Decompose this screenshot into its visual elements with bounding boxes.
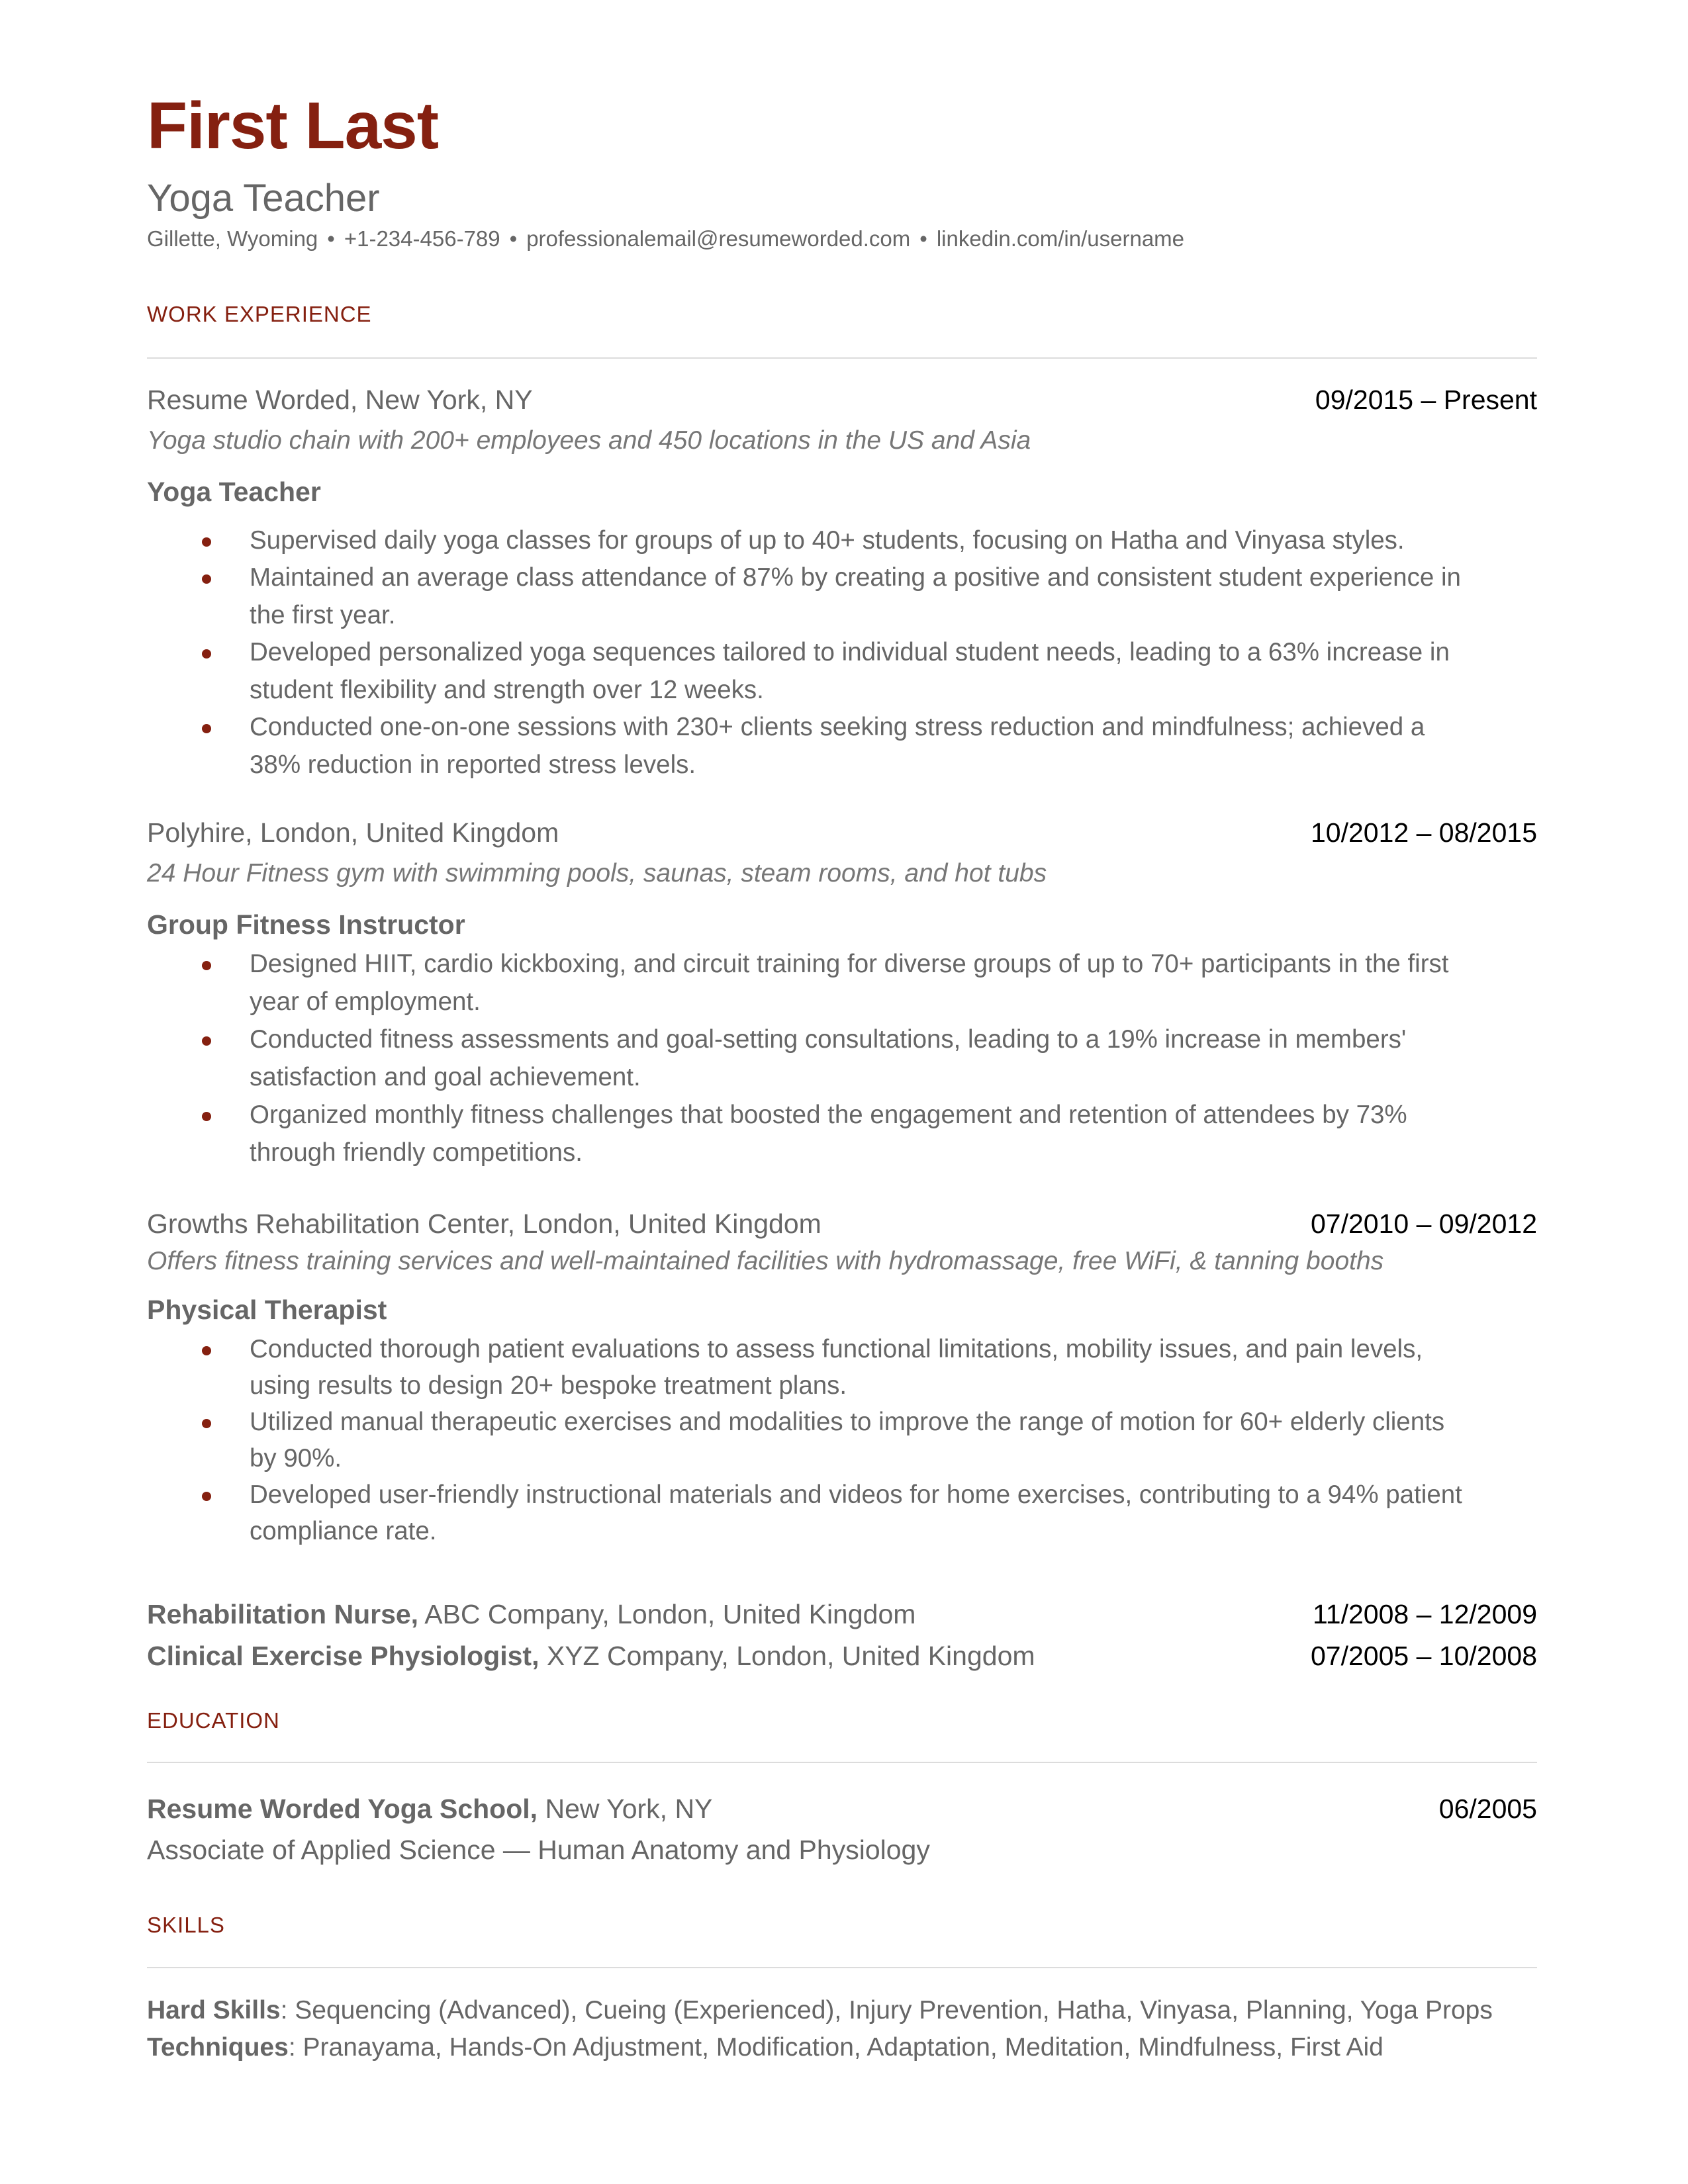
- section-divider: [147, 1967, 1537, 1968]
- job-title: Physical Therapist: [147, 1295, 387, 1325]
- bullet-icon: [202, 537, 211, 547]
- skills-label: Techniques: [147, 2033, 289, 2062]
- bullet-icon: [202, 1036, 211, 1046]
- bullet-icon: [202, 1112, 211, 1121]
- contact-email[interactable]: professionalemail@resumeworded.com: [526, 226, 911, 251]
- bullet-text: Conducted fitness assessments and goal-setting consultations, leading to a 19% increase in members': [250, 1025, 1407, 1054]
- bullet-icon: [202, 961, 211, 970]
- contact-linkedin[interactable]: linkedin.com/in/username: [936, 226, 1185, 251]
- bullet-icon: [202, 649, 211, 659]
- bullet-text: by 90%.: [250, 1444, 342, 1473]
- job-company: Polyhire, London, United Kingdom: [147, 817, 559, 848]
- skills-row-techniques: [147, 2029, 1383, 2066]
- job-dates: 10/2012 – 08/2015: [1311, 817, 1537, 848]
- education-date: 06/2005: [1438, 1794, 1537, 1824]
- contact-line: [147, 226, 1184, 252]
- bullet-text: through friendly competitions.: [250, 1138, 583, 1167]
- job-title: Yoga Teacher: [147, 477, 321, 507]
- role-entry: [147, 1596, 915, 1633]
- bullet-text: Developed user-friendly instructional materials and videos for home exercises, contributing to a 94% patient: [250, 1480, 1462, 1509]
- bullet-icon: [202, 1492, 211, 1501]
- bullet-text: Conducted thorough patient evaluations to assess functional limitations, mobility issues, and pain levels,: [250, 1335, 1423, 1363]
- bullet-icon: [202, 1346, 211, 1355]
- job-dates: 09/2015 – Present: [1315, 385, 1537, 415]
- separator-dot: •: [509, 226, 518, 251]
- bullet-text: Developed personalized yoga sequences tailored to individual student needs, leading to a 63% increase in: [250, 638, 1450, 666]
- contact-location: Gillette, Wyoming: [147, 226, 318, 251]
- bullet-text: using results to design 20+ bespoke treatment plans.: [250, 1371, 847, 1400]
- job-description: Offers fitness training services and well-maintained facilities with hydromassage, free WiFi, & tanning booths: [147, 1247, 1384, 1275]
- role-title: Rehabilitation Nurse,: [147, 1599, 419, 1629]
- role-title: Clinical Exercise Physiologist,: [147, 1641, 539, 1671]
- bullet-icon: [202, 724, 211, 733]
- role-company: XYZ Company, London, United Kingdom: [539, 1641, 1035, 1671]
- bullet-text: Designed HIIT, cardio kickboxing, and circuit training for diverse groups of up to 70+ participants in the first: [250, 950, 1449, 978]
- school-location: New York, NY: [538, 1794, 713, 1824]
- job-description: Yoga studio chain with 200+ employees and 450 locations in the US and Asia: [147, 426, 1031, 455]
- bullet-text: Organized monthly fitness challenges that boosted the engagement and retention of attendees by 73%: [250, 1101, 1407, 1129]
- skills-items: : Pranayama, Hands-On Adjustment, Modification, Adaptation, Meditation, Mindfulness, First Aid: [288, 2033, 1383, 2062]
- bullet-text: compliance rate.: [250, 1517, 437, 1545]
- education-school: [147, 1790, 712, 1827]
- contact-phone: +1-234-456-789: [344, 226, 500, 251]
- skills-items: : Sequencing (Advanced), Cueing (Experienced), Injury Prevention, Hatha, Vinyasa, Planning, Yoga Props: [280, 1996, 1493, 2025]
- candidate-title: Yoga Teacher: [147, 177, 380, 220]
- bullet-text: Maintained an average class attendance of 87% by creating a positive and consistent student experience in: [250, 563, 1461, 592]
- bullet-text: Conducted one-on-one sessions with 230+ clients seeking stress reduction and mindfulness; achieved a: [250, 713, 1425, 741]
- school-name: Resume Worded Yoga School,: [147, 1794, 538, 1824]
- role-entry: [147, 1637, 1035, 1674]
- job-company: Growths Rehabilitation Center, London, United Kingdom: [147, 1208, 821, 1239]
- candidate-name: First Last: [147, 89, 439, 163]
- education-degree: Associate of Applied Science — Human Anatomy and Physiology: [147, 1835, 930, 1865]
- section-heading-work-experience: WORK EXPERIENCE: [147, 302, 372, 326]
- bullet-text: year of employment.: [250, 987, 481, 1016]
- role-company: ABC Company, London, United Kingdom: [418, 1599, 916, 1629]
- job-description: 24 Hour Fitness gym with swimming pools, saunas, steam rooms, and hot tubs: [147, 859, 1047, 887]
- role-dates: 11/2008 – 12/2009: [1313, 1599, 1537, 1629]
- role-dates: 07/2005 – 10/2008: [1311, 1641, 1537, 1671]
- job-title: Group Fitness Instructor: [147, 909, 465, 940]
- separator-dot: •: [919, 226, 927, 251]
- section-heading-skills: SKILLS: [147, 1913, 225, 1937]
- section-divider: [147, 1762, 1537, 1763]
- section-divider: [147, 357, 1537, 359]
- section-heading-education: EDUCATION: [147, 1708, 280, 1733]
- bullet-text: Supervised daily yoga classes for groups of up to 40+ students, focusing on Hatha and Vinyasa styles.: [250, 526, 1405, 555]
- bullet-text: the first year.: [250, 601, 396, 629]
- skills-label: Hard Skills: [147, 1996, 281, 2025]
- bullet-text: student flexibility and strength over 12 weeks.: [250, 676, 764, 704]
- job-dates: 07/2010 – 09/2012: [1311, 1208, 1537, 1239]
- bullet-text: Utilized manual therapeutic exercises and modalities to improve the range of motion for 60+ elderly clients: [250, 1408, 1445, 1436]
- bullet-text: 38% reduction in reported stress levels.: [250, 751, 696, 779]
- bullet-text: satisfaction and goal achievement.: [250, 1063, 641, 1091]
- job-company: Resume Worded, New York, NY: [147, 385, 533, 415]
- separator-dot: •: [327, 226, 335, 251]
- bullet-icon: [202, 574, 211, 584]
- bullet-icon: [202, 1419, 211, 1428]
- skills-row-hard-skills: [147, 1992, 1493, 2029]
